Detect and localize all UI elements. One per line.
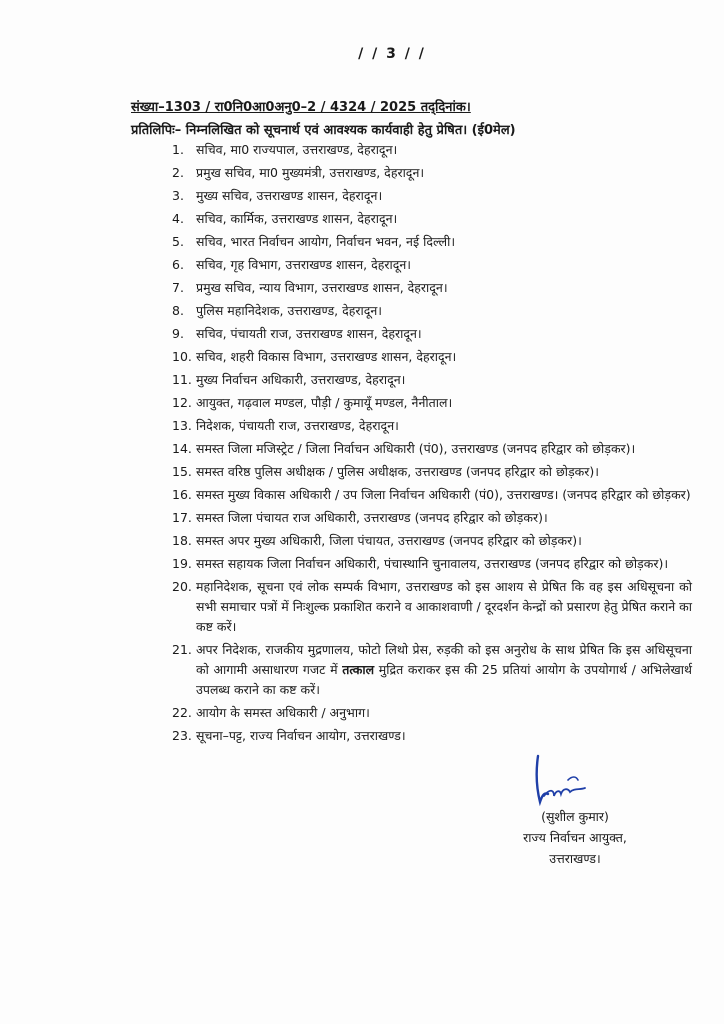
item-number: 5. (172, 234, 184, 249)
list-item (172, 370, 692, 390)
item-text: महानिदेशक, सूचना एवं लोक सम्पर्क विभाग, उत्तराखण्ड को इस आशय से प्रेषित कि वह इस अधिसूचना को सभी समाचार पत्रों में निःशुल्क प्रकाशित कराने व आकाशवाणी / दूरदर्शन केन्द्रों को प्रसारण हेतु प्रेषित कराने का कष्ट करें। (196, 579, 692, 634)
item-text: मुख्य निर्वाचन अधिकारी, उत्तराखण्ड, देहरादून। (196, 372, 406, 387)
item-text: सचिव, शहरी विकास विभाग, उत्तराखण्ड शासन, देहरादून। (196, 349, 457, 364)
item-number: 18. (172, 533, 192, 548)
item-text: समस्त जिला पंचायत राज अधिकारी, उत्तराखण्ड (जनपद हरिद्वार को छोड़कर)। (196, 510, 548, 525)
item-number: 23. (172, 728, 192, 743)
item-number: 7. (172, 280, 184, 295)
item-text: समस्त अपर मुख्य अधिकारी, जिला पंचायत, उत्तराखण्ड (जनपद हरिद्वार को छोड़कर)। (196, 533, 582, 548)
list-item (172, 186, 692, 206)
item-text: समस्त वरिष्ठ पुलिस अधीक्षक / पुलिस अधीक्षक, उत्तराखण्ड (जनपद हरिद्वार को छोड़कर)। (196, 464, 599, 479)
list-item (172, 163, 692, 183)
list-item (172, 301, 692, 321)
item-number: 20. (172, 579, 192, 594)
item-number: 17. (172, 510, 192, 525)
signatory-designation: राज्य निर्वाचन आयुक्त, (523, 830, 627, 845)
item-text: प्रमुख सचिव, मा0 मुख्यमंत्री, उत्तराखण्ड, देहरादून। (196, 165, 425, 180)
item-text: मुख्य सचिव, उत्तराखण्ड शासन, देहरादून। (196, 188, 383, 203)
item-number: 13. (172, 418, 192, 433)
emphasis-text: तत्काल (342, 662, 375, 677)
item-number: 9. (172, 326, 184, 341)
list-item (172, 485, 692, 505)
list-item (172, 439, 692, 459)
list-item (172, 577, 692, 637)
item-text: समस्त सहायक जिला निर्वाचन अधिकारी, पंचास्थानि चुनावालय, उत्तराखण्ड (जनपद हरिद्वार को छोड़कर)। (196, 556, 669, 571)
list-item (172, 726, 692, 746)
list-item (172, 324, 692, 344)
item-text: प्रमुख सचिव, न्याय विभाग, उत्तराखण्ड शासन, देहरादून। (196, 280, 448, 295)
list-item (172, 232, 692, 252)
item-number: 1. (172, 142, 184, 157)
list-item (172, 508, 692, 528)
list-item (172, 278, 692, 298)
item-text-part: अपर निदेशक, राजकीय मुद्रणालय, फोटो लिथो प्रेस, रुड़की को इस अनुरोध के साथ प्रेषित कि इस अधिसूचना को आगामी असाधारण गजट में (196, 642, 692, 677)
reference-number: संख्या–1303 / रा0नि0आ0अनु0–2 / 4324 / 2025 तद्‌दिनांक। (131, 100, 471, 115)
list-item (172, 393, 692, 413)
list-item (172, 209, 692, 229)
item-text-part: मुद्रित कराकर इस की 25 प्रतियां आयोग के उपयोगार्थ / अभिलेखार्थ उपलब्ध कराने का कष्ट करें। (196, 662, 692, 697)
list-item (172, 462, 692, 482)
item-text: सचिव, भारत निर्वाचन आयोग, निर्वाचन भवन, नई दिल्ली। (196, 234, 456, 249)
item-number: 8. (172, 303, 184, 318)
item-number: 11. (172, 372, 192, 387)
item-text: आयुक्त, गढ़वाल मण्डल, पौड़ी / कुमायूँ मण्डल, नैनीताल। (196, 395, 453, 410)
list-item (172, 640, 692, 700)
item-text (196, 640, 692, 700)
list-item (172, 255, 692, 275)
signatory-name: (सुशील कुमार) (541, 809, 609, 824)
item-text: सचिव, कार्मिक, उत्तराखण्ड शासन, देहरादून। (196, 211, 398, 226)
item-text: सचिव, गृह विभाग, उत्तराखण्ड शासन, देहरादून। (196, 257, 412, 272)
item-number: 6. (172, 257, 184, 272)
list-item (172, 347, 692, 367)
item-number: 12. (172, 395, 192, 410)
recipient-list (172, 140, 692, 749)
signature-mark (530, 752, 600, 812)
item-number: 22. (172, 705, 192, 720)
item-number: 21. (172, 642, 192, 657)
item-number: 19. (172, 556, 192, 571)
item-number: 15. (172, 464, 192, 479)
item-text: समस्त जिला मजिस्ट्रेट / जिला निर्वाचन अधिकारी (पं0), उत्तराखण्ड (जनपद हरिद्वार को छोड़कर)। (196, 441, 636, 456)
list-item (172, 703, 692, 723)
item-number: 14. (172, 441, 192, 456)
item-text: समस्त मुख्य विकास अधिकारी / उप जिला निर्वाचन अधिकारी (पं0), उत्तराखण्ड। (जनपद हरिद्वार को छोड़कर) (196, 487, 691, 502)
item-number: 2. (172, 165, 184, 180)
item-number: 10. (172, 349, 192, 364)
signature-block (480, 806, 670, 869)
item-text: सूचना–पट्ट, राज्य निर्वाचन आयोग, उत्तराखण्ड। (196, 728, 406, 743)
copy-to-heading: प्रतिलिपिः– निम्नलिखित को सूचनार्थ एवं आवश्यक कार्यवाही हेतु प्रेषित। (ई0मेल) (131, 123, 516, 138)
item-number: 4. (172, 211, 184, 226)
item-number: 16. (172, 487, 192, 502)
item-text: निदेशक, पंचायती राज, उत्तराखण्ड, देहरादून। (196, 418, 399, 433)
list-item (172, 416, 692, 436)
signatory-state: उत्तराखण्ड। (549, 851, 601, 866)
list-item (172, 140, 692, 160)
item-number: 3. (172, 188, 184, 203)
item-text: सचिव, मा0 राज्यपाल, उत्तराखण्ड, देहरादून। (196, 142, 398, 157)
page-number: / / 3 / / (358, 46, 426, 62)
list-item (172, 554, 692, 574)
list-item (172, 531, 692, 551)
item-text: पुलिस महानिदेशक, उत्तराखण्ड, देहरादून। (196, 303, 383, 318)
item-text: सचिव, पंचायती राज, उत्तराखण्ड शासन, देहरादून। (196, 326, 422, 341)
item-text: आयोग के समस्त अधिकारी / अनुभाग। (196, 705, 370, 720)
